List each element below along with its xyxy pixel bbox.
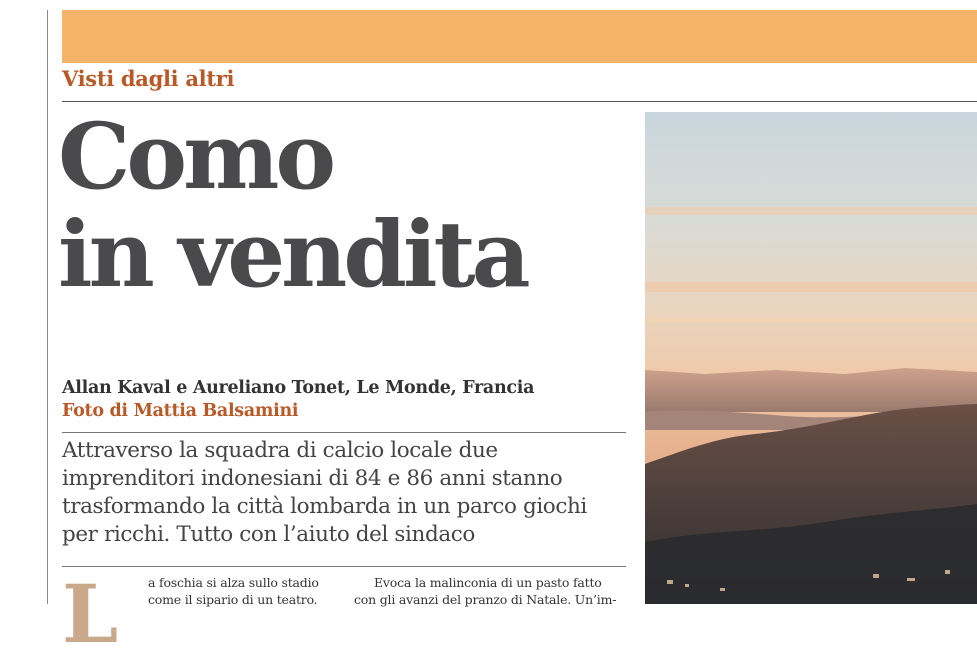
- byline: Allan Kaval e Aureliano Tonet, Le Monde, Francia: [62, 378, 535, 398]
- standfirst: [62, 437, 626, 549]
- standfirst-line-3: trasformando la città lombarda in un parco giochi: [62, 494, 587, 519]
- section-divider: [62, 101, 977, 102]
- body-column-2-line-1: Evoca la malinconia di un pasto fatto: [374, 575, 602, 590]
- lake-hills-photo: [645, 112, 977, 604]
- body-column-1-line-1: a foschia si alza sullo stadio: [148, 575, 319, 590]
- drop-cap-letter: L: [62, 567, 119, 661]
- standfirst-line-1: Attraverso la squadra di calcio locale due: [62, 438, 498, 463]
- drop-cap: [62, 567, 119, 661]
- body-column-2-line-2: con gli avanzi del pranzo di Natale. Un’im-: [354, 592, 617, 607]
- standfirst-top-rule: [62, 432, 626, 433]
- header-banner: [62, 10, 977, 63]
- headline-line-2: in vendita: [58, 202, 527, 308]
- headline: [58, 104, 527, 308]
- standfirst-bottom-rule: [62, 566, 626, 567]
- standfirst-line-2: imprenditori indonesiani di 84 e 86 anni stanno: [62, 466, 563, 491]
- lead-photo: [645, 112, 977, 604]
- body-column-1-line-2: come il sipario di un teatro.: [148, 592, 318, 607]
- photo-credit: Foto di Mattia Balsamini: [62, 401, 299, 421]
- headline-line-1: Como: [58, 104, 333, 210]
- body-column-2: [354, 574, 628, 608]
- margin-rule: [47, 10, 48, 604]
- section-label: Visti dagli altri: [62, 66, 235, 91]
- standfirst-line-4: per ricchi. Tutto con l’aiuto del sindaco: [62, 522, 475, 547]
- body-column-1: [148, 574, 343, 608]
